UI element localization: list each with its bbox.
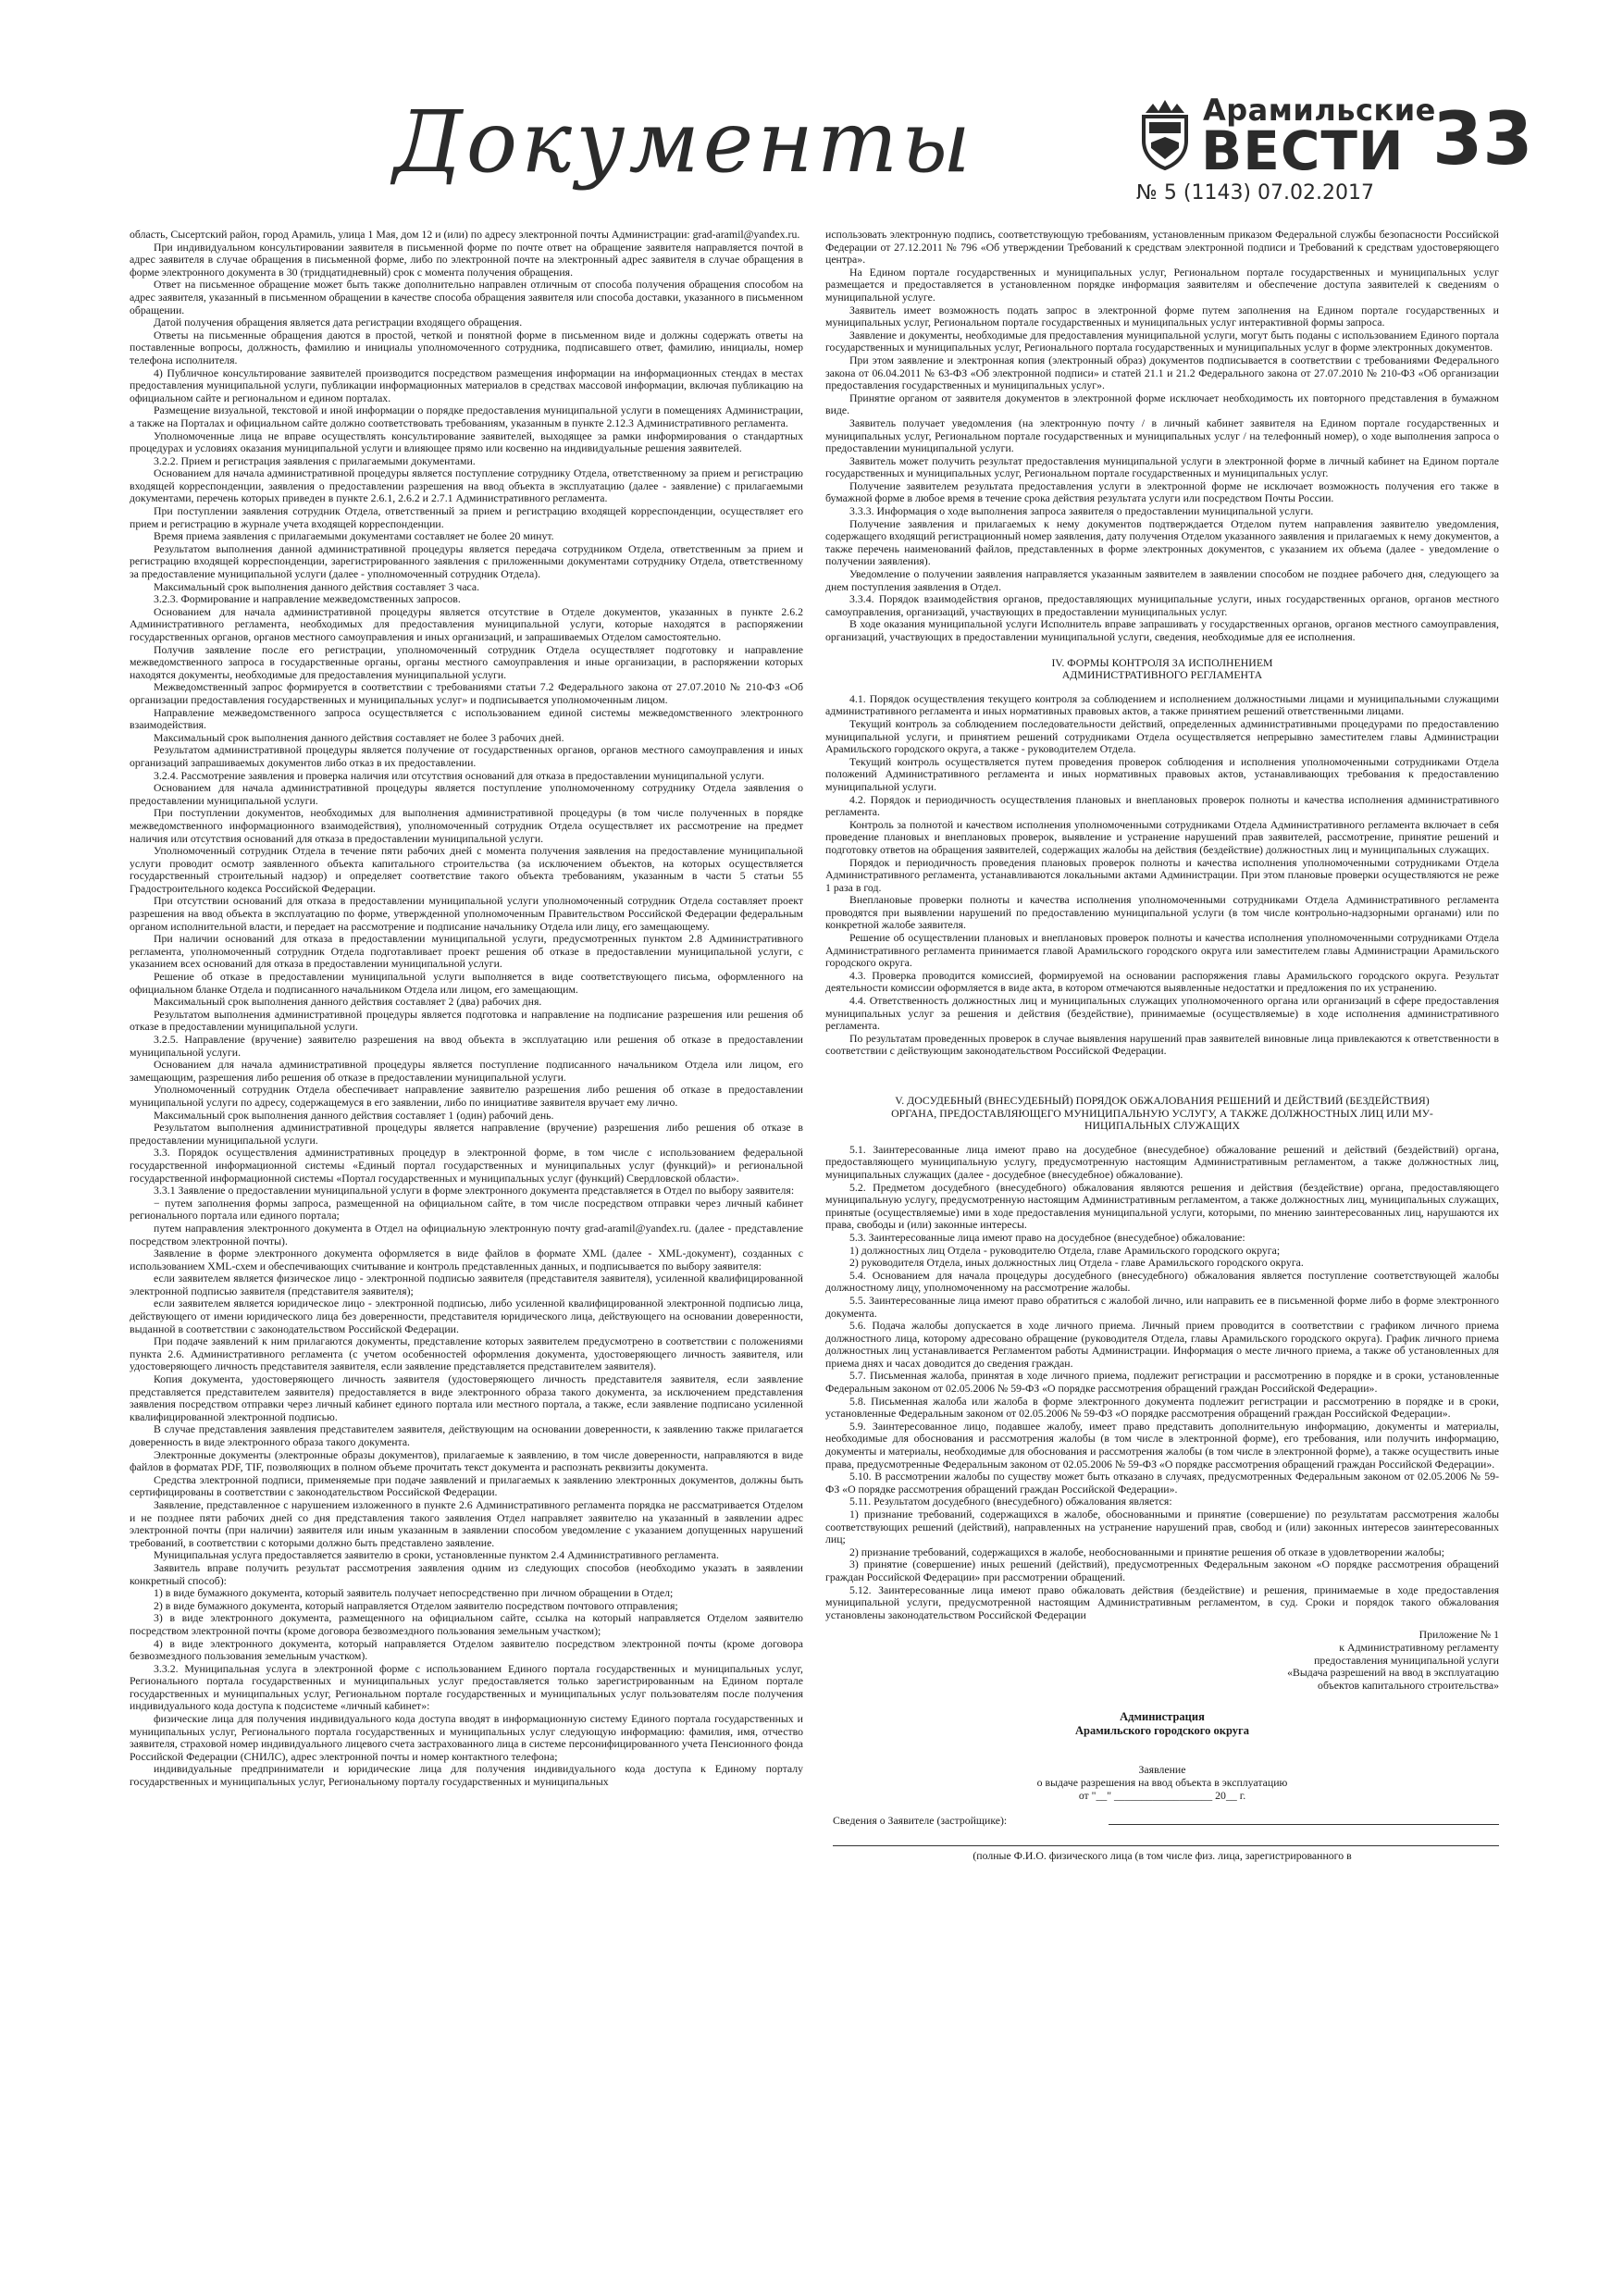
paragraph: 3.2.4. Рассмотрение заявления и проверка наличия или отсутствия оснований для отказа в предоставлении муниципальной услуги.: [154, 768, 764, 782]
paragraph: Муниципальная услуга предоставляется заявителю в сроки, установленные пунктом 2.4 Административного регламента.: [154, 1548, 719, 1562]
paragraph: В ходе оказания муниципальной услуги Исполнитель вправе запрашивать у государственных органов, органов местного самоуправления, организаций, участвующих в предоставлении муниципальной услуги, сведения, необходимые для ее исполнения.: [825, 617, 1499, 643]
paragraph: 2) в виде бумажного документа, который направляется Отделом заявителю посредством почтового отправления;: [154, 1598, 678, 1612]
paragraph: При этом заявление и электронная копия (электронный образ) документов подписывается в соответствии с требованиями Федерального закона от 06.04.2011 № 63-ФЗ «Об электронной подписи» и статей 21.1 и 21.2 Федерального закона от 27.07.2010 № 210-ФЗ «Об организации предоставления государственных и муниципальных услуг».: [825, 353, 1499, 392]
addressee-line: Арамильского городского округа: [1075, 1724, 1249, 1738]
paragraph: область, Сысертский район, город Арамиль, улица 1 Мая, дом 12 и (или) по адресу электронной почты Администрации: grad-aramil@yandex.ru.: [130, 229, 800, 241]
right-column: [825, 229, 1499, 2278]
appendix-line: к Административному регламенту: [1339, 1640, 1499, 1654]
appendix-line: «Выдача разрешений на ввод в эксплуатацию: [1287, 1666, 1499, 1680]
paragraph: 5.1. Заинтересованные лица имеют право на досудебное (внесудебное) обжалование решений и действий (бездействий) органа, предоставляющего муниципальную услугу, предусмотренную настоящим Административным регламентом, а также должностных лиц, муниципальных служащих (далее - досудебное (внесудебное) обжалование).: [825, 1142, 1499, 1181]
section-4-heading: [825, 657, 1499, 682]
section-5-heading: [825, 1095, 1499, 1133]
paragraph: Уполномоченные лица не вправе осуществлять консультирование заявителей, выходящее за рамки информирования о стандартных процедурах и условиях оказания муниципальной услуги и влияющее прямо или косвенно на индивидуальные решения заявителей.: [130, 428, 803, 455]
paragraph: Текущий контроль осуществляется путем проведения проверок соблюдения и исполнения уполномоченными сотрудниками Отдела положений Административного регламента и иных нормативных правовых актов, устанавливающих требования к предоставлению муниципальной услуги.: [825, 754, 1499, 793]
paragraph: 5.12. Заинтересованные лица имеют право обжаловать действия (бездействие) и решения, принимаемые в ходе предоставления муниципальной услуги, предусмотренной настоящим Административным регламентом, в суд. Сроки и порядок такого обжалования установлены законодательством Российской Федерации: [825, 1582, 1499, 1621]
appendix-line: предоставления муниципальной услуги: [1314, 1653, 1499, 1667]
paragraph: 3.2.3. Формирование и направление межведомственных запросов.: [154, 592, 461, 606]
paragraph: 1) признание требований, содержащихся в жалобе, обоснованными и принятие (совершение) по результатам рассмотрения жалобы соответствующих решений (действий), направленных на устранение нарушений прав, свобод и (или) законных интересов заинтересованных лиц;: [825, 1508, 1499, 1546]
heading-line: НИЦИПАЛЬНЫХ СЛУЖАЩИХ: [1084, 1119, 1241, 1133]
paragraph: Датой получения обращения является дата регистрации входящего обращения.: [154, 316, 523, 329]
paragraph: Направление межведомственного запроса осуществляется с использованием единой системы межведомственного электронного взаимодействия.: [130, 705, 803, 732]
paragraph: 5.6. Подача жалобы допускается в ходе личного приема. Личный прием проводится в соответствии с графиком личного приема должностного лица, которому адресовано обращение (руководителя Отдела, главы Арамильского городского округа). График личного приема должностных лиц устанавливается Регламентом работы Администрации. Информация о месте личного приема, а также об установленных для приема днях и часах доводится до сведения граждан.: [825, 1319, 1499, 1370]
paragraph: Максимальный срок выполнения данного действия составляет 3 часа.: [154, 579, 480, 593]
paragraph: Уполномоченный сотрудник Отдела обеспечивает направление заявителю разрешения либо решения об отказе в предоставлении муниципальной услуги по адресу, содержащемуся в его заявлении, либо по инициативе заявителя вручает ему лично.: [130, 1083, 803, 1109]
paragraph: 2) признание требований, содержащихся в жалобе, необоснованными и принятие решения об отказе в удовлетворении жалобы;: [849, 1545, 1445, 1558]
paragraph: Основанием для начала административной процедуры является поступление подписанного начальником Отдела или лицом, его замещающим, разрешения либо решения об отказе в предоставлении муниципальной услуги.: [130, 1058, 803, 1084]
paragraph: Контроль за полнотой и качеством исполнения уполномоченными сотрудниками Отдела Административного регламента включает в себя проведение плановых и внеплановых проверок, выявление и устранение нарушений прав заявителей, рассмотрение, принятие решений и подготовку ответов на обращения заявителей, содержащих жалобы на действия (бездействие) должностных лиц и муниципальных служащих.: [825, 817, 1499, 856]
paragraph: 5.9. Заинтересованное лицо, подавшее жалобу, имеет право представить дополнительную информацию, документы и материалы, необходимые для обоснования и рассмотрения жалобы (в том числе в электронной форме), его требования, или получить информацию, документы и материалы, необходимые для обоснования и рассмотрения жалобы (в том числе в электронной форме), а также осуществить иные права, предусмотренные Федеральным законом от 02.05.2006 № 59-ФЗ «О порядке рассмотрения обращений граждан Российской Федерации».: [825, 1419, 1499, 1471]
page-number: 33: [1432, 98, 1533, 181]
paragraph: Результатом выполнения данной административной процедуры является передача сотрудником Отдела, ответственным за прием и регистрацию входящей корреспонденции, зарегистрированного заявления с приложенными документами сотруднику Отдела, ответственному за предоставление муниципальной услуги (далее - уполномоченный сотрудник Отдела).: [130, 541, 803, 581]
paragraph: Максимальный срок выполнения данного действия составляет 1 (один) рабочий день.: [154, 1108, 554, 1122]
paragraph: Копия документа, удостоверяющего личность заявителя (удостоверяющего личность представителя заявителя, если заявление представляется представителем заявителя) предоставляется в виде электронного образа такого документа, за исключением представления заявления посредством отправки через личный кабинет единого портала или местного портала, а также, если заявление подписано усиленной квалифицированной электронной подписью.: [130, 1372, 803, 1423]
paragraph: 1) должностных лиц Отдела - руководителю Отдела, главе Арамильского городского округа;: [849, 1243, 1281, 1257]
paragraph: 3.3.2. Муниципальная услуга в электронной форме с использованием Единого портала государственных и муниципальных услуг, Регионального портала государственных и муниципальных услуг предоставляется только зарегистрированным на Едином портале государственных и муниципальных услуг, Региональном портале государственных и муниципальных услуг пользователям после получения индивидуального кода доступа к подсистеме «личный кабинет»:: [130, 1661, 803, 1713]
issue-number-date: № 5 (1143) 07.02.2017: [1136, 181, 1374, 205]
paragraph: Принятие органом от заявителя документов в электронной форме исключает необходимость их повторного представления в бумажном виде.: [825, 391, 1499, 417]
paragraph: 3.2.2. Прием и регистрация заявления с прилагаемыми документами.: [154, 453, 476, 467]
paragraph: 5.5. Заинтересованные лица имеют право обратиться с жалобой лично, или направить ее в письменной форме либо в форме электронного документа.: [825, 1293, 1499, 1320]
logo-word-bottom: ВЕСТИ: [1201, 119, 1405, 182]
paragraph: По результатам проведенных проверок в случае выявления нарушений прав заявителей виновные лица привлекаются к ответственности в соответствии с действующим законодательством Российской Федерации.: [825, 1031, 1499, 1058]
paragraph: Максимальный срок выполнения данного действия составляет 2 (два) рабочих дня.: [154, 995, 542, 1009]
paragraph: Ответ на письменное обращение может быть также дополнительно направлен отличным от способа получения обращения способом на адрес заявителя, указанный в письменном обращении в качестве способа обращения заявителя или способа доставки, указанного в письменном обращении.: [130, 278, 803, 316]
applicant-info-label: Сведения о Заявителе (застройщике):: [833, 1814, 1008, 1828]
paragraph: Заявление и документы, необходимые для предоставления муниципальной услуги, могут быть поданы с использованием Единого портала государственных и муниципальных услуг, Регионального портала государственных и муниципальных услуг в форме электронных документов.: [825, 328, 1499, 354]
paragraph: Заявитель вправе получить результат рассмотрения заявления одним из следующих способов (необходимо указать в заявлении конкретный способ):: [130, 1560, 803, 1587]
paragraph: Внеплановые проверки полноты и качества исполнения уполномоченными сотрудниками Отдела Административного регламента проводятся при выявлении нарушений по предоставлению муниципальной услуги (в том числе контрольно-надзорными органами) или по конкретной жалобе заявителя.: [825, 893, 1499, 932]
paragraph: Время приема заявления с прилагаемыми документами составляет не более 20 минут.: [154, 529, 554, 543]
paragraph: Средства электронной подписи, применяемые при подаче заявлений и прилагаемых к заявлению электронных документов, должны быть сертифицированы в соответствии с законодательством Российской Федерации.: [130, 1472, 803, 1499]
paragraph: Порядок и периодичность проведения плановых проверок полноты и качества исполнения уполномоченными сотрудниками Отдела Административного регламента, устанавливаются локальными актами Администрации. При этом плановые проверки осуществляются не реже 1 раза в год.: [825, 855, 1499, 894]
paragraph: Уведомление о получении заявления направляется указанным заявителем в заявлении способом не позднее рабочего дня, следующего за днем поступления заявления в Отдел.: [825, 567, 1499, 593]
paragraph: Максимальный срок выполнения данного действия составляет не более 3 рабочих дней.: [154, 730, 564, 744]
addressee-line: Администрация: [1120, 1710, 1205, 1724]
heading-line: ОРГАНА, ПРЕДОСТАВЛЯЮЩЕГО МУНИЦИПАЛЬНУЮ УСЛУГУ, А ТАКЖЕ ДОЛЖНОСТНЫХ ЛИЦ ИЛИ МУ-: [891, 1106, 1433, 1120]
paragraph: 3.2.5. Направление (вручение) заявителю разрешения на ввод объекта в эксплуатацию или решения об отказе в предоставлении муниципальной услуги.: [130, 1033, 803, 1059]
paragraph: Заявитель имеет возможность подать запрос в электронной форме путем заполнения на Едином портале государственных и муниципальных услуг, Региональном портале государственных и муниципальных услуг интерактивной формы запроса.: [825, 303, 1499, 329]
article-body: [130, 229, 1499, 2278]
paragraph: Получение заявителем результата предоставления услуги в электронной форме не исключает возможность получения его также в бумажной форме в любое время в течение срока действия результата услуги или посредством Почты России.: [825, 478, 1499, 505]
newspaper-logo: [1136, 93, 1436, 194]
paragraph: При наличии оснований для отказа в предоставлении муниципальной услуги, предусмотренных пунктом 2.8 Административного регламента, уполномоченный сотрудник Отдела подготавливает проект решения об отказе в предоставлении муниципальной услуги, с указанием всех оснований для отказа в предоставлении муниципальной услуги.: [130, 932, 803, 971]
heading-line: АДМИНИСТРАТИВНОГО РЕГЛАМЕНТА: [1061, 668, 1263, 682]
paragraph: 4) Публичное консультирование заявителей производится посредством размещения информации на информационных стендах в местах предоставления муниципальной услуги, публикации информационных материалов в средствах массовой информации, включая публикацию на официальном сайте и региональном и едином порталах.: [130, 366, 803, 404]
paragraph: Результатом выполнения административной процедуры является направление (вручение) разрешения либо решения об отказе в предоставлении муниципальной услуги.: [130, 1121, 803, 1147]
paragraph: При поступлении заявления сотрудник Отдела, ответственный за прием и регистрацию входящей корреспонденции, осуществляет его прием и регистрацию в журнале учета входящей корреспонденции.: [130, 504, 803, 530]
paragraph: 4.2. Порядок и периодичность осуществления плановых и внеплановых проверок полноты и качества исполнения административного регламента.: [825, 792, 1499, 819]
paragraph: В случае представления заявления представителем заявителя, действующим на основании доверенности, к заявлению также прилагается доверенность в виде электронного образа такого документа.: [130, 1422, 803, 1448]
paragraph: 5.2. Предметом досудебного (внесудебного) обжалования являются решения и действия (бездействие) органа, предоставляющего муниципальную услугу, предусмотренную настоящим Административным регламентом, а также должностных лиц, муниципальных служащих, принятые (осуществляемые) ими в ходе предоставления муниципальной услуги, которыми, по мнению заинтересованных лиц, нарушаются их права, свободы и (или) законные интересы.: [825, 1180, 1499, 1232]
paragraph: 3.3.3. Информация о ходе выполнения запроса заявителя о предоставлении муниципальной услуги.: [849, 504, 1314, 518]
paragraph: 4) в виде электронного документа, который направляется Отделом заявителю посредством электронной почты (кроме договора безвозмездного пользования земельным участком).: [130, 1636, 803, 1663]
paragraph: 4.1. Порядок осуществления текущего контроля за соблюдением и исполнением должностными лицами и муниципальными служащими административного регламента и иных нормативных правовых актов, а также принятием решений ответственными лицами.: [825, 691, 1499, 718]
paragraph: 4.3. Проверка проводится комиссией, формируемой на основании распоряжения главы Арамильского городского округа. Результат деятельности комиссии оформляется в виде акта, в котором отмечаются выявленные недостатки и предложения по их устранению.: [825, 968, 1499, 995]
paragraph: Заявление, представленное с нарушением изложенного в пункте 2.6 Административного регламента порядка не рассматривается Отделом и не позднее пяти рабочих дней со дня представления такого заявления Отдел направляет заявителю на указанный в заявлении адрес электронной почты (при наличии) заявителя или иным указанным в заявлении способом уведомление с указанием допущенных нарушений требований, в соответствии с которыми должно быть представлено заявление.: [130, 1497, 803, 1549]
heading-line: V. ДОСУДЕБНЫЙ (ВНЕСУДЕБНЫЙ) ПОРЯДОК ОБЖАЛОВАНИЯ РЕШЕНИЙ И ДЕЙСТВИЙ (БЕЗДЕЙСТВИЯ): [895, 1094, 1430, 1107]
paragraph: если заявителем является физическое лицо - электронной подписью заявителя (представителя заявителя), усиленной квалифицированной электронной подписью заявителя (представителя заявителя);: [130, 1272, 803, 1297]
coat-of-arms-icon: [1136, 96, 1194, 170]
paragraph: 1) в виде бумажного документа, который заявитель получает непосредственно при личном обращении в Отдел;: [154, 1586, 674, 1600]
paragraph: Межведомственный запрос формируется в соответствии с требованиями статьи 7.2 Федерального закона от 27.07.2010 № 210-ФЗ «Об организации предоставления государственных и муниципальных услуг» и подписывается уполномоченным лицом.: [130, 680, 803, 706]
paragraph: путем направления электронного документа в Отдел на официальную электронную почту grad-aramil@yandex.ru. (далее - представление посредством электронной почты).: [130, 1221, 803, 1247]
paragraph: Получив заявление после его регистрации, уполномоченный сотрудник Отдела осуществляет подготовку и направление межведомственного запроса в государственные органы, органы местного самоуправления и иные организации, в распоряжении которых находятся документы, необходимые для предоставления муниципальной услуги.: [130, 642, 803, 681]
paragraph: Основанием для начала административной процедуры является поступление сотруднику Отдела, ответственному за прием и регистрацию входящей корреспонденции, заявления о предоставлении разрешения на ввод объекта в эксплуатацию (далее - заявление) с прилагаемыми документами, перечень которых приведен в пункте 2.6.1, 2.6.2 и 2.7.1 Административного регламента.: [130, 466, 803, 505]
appendix-reference: [825, 1629, 1499, 1692]
paragraph: если заявителем является юридическое лицо - электронной подписью, либо усиленной квалифицированной электронной подписью лица, действующего от имени юридического лица без доверенности, представителя юридического лица, действующего на основании доверенности, выданной в соответствии с законодательством Российской Федерации.: [130, 1297, 803, 1335]
paragraph: Размещение визуальной, текстовой и иной информации о порядке предоставления муниципальной услуги в помещениях Администрации, а также на Порталах и официальном сайте должно соответствовать требованиям, указанным в пункте 2.12.3 Административного регламента.: [130, 403, 803, 429]
applicant-info-caption: (полные Ф.И.О. физического лица (в том числе физ. лица, зарегистрированного в: [973, 1848, 1352, 1862]
paragraph: Ответы на письменные обращения даются в простой, четкой и понятной форме в письменном виде и должны содержать ответы на поставленные вопросы, должность, фамилию и инициалы уполномоченного сотрудника, подписавшего ответ, фамилию, инициалы, номер телефона исполнителя.: [130, 328, 803, 366]
paragraph: Результатом административной процедуры является получение от государственных органов, органов местного самоуправления и иных организаций запрашиваемых документов либо отказ в их предоставлении.: [130, 743, 803, 769]
section-title: Документы: [393, 93, 974, 192]
paragraph: При поступлении документов, необходимых для выполнения административной процедуры (в том числе полученных в порядке межведомственного информационного взаимодействия), уполномоченный сотрудник Отдела осуществляет их рассмотрение на предмет наличия или отсутствия оснований для отказа в предоставлении муниципальной услуги.: [130, 806, 803, 845]
paragraph: 4.4. Ответственность должностных лиц и муниципальных служащих уполномоченного органа или организаций в сфере предоставления муниципальных услуг за решения и действия (бездействие), принимаемые (осуществляемые) в ходе исполнения административного регламента.: [825, 994, 1499, 1033]
paragraph: физические лица для получения индивидуального кода доступа вводят в информационную систему Единого портала государственных и муниципальных услуг, Регионального портала государственных и муниципальных услуг следующую информацию: фамилия, имя, отчество заявителя, страховой номер индивидуального лицевого счета застрахованного лица в системе персонифицированного учета Пенсионного фонда Российской Федерации (СНИЛС), адрес электронной почты и номер контактного телефона;: [130, 1712, 803, 1763]
paragraph: 5.3. Заинтересованные лица имеют право на досудебное (внесудебное) обжалование:: [849, 1230, 1245, 1244]
paragraph: 5.7. Письменная жалоба, принятая в ходе личного приема, подлежит регистрации и рассмотрению в порядке и в сроки, установленные Федеральным законом от 02.05.2006 № 59-ФЗ «О порядке рассмотрения обращений граждан Российской Федерации».: [825, 1369, 1499, 1396]
paragraph: 3) в виде электронного документа, размещенного на официальном сайте, ссылка на который направляется Отделом заявителю посредством электронной почты (кроме договора безвозмездного пользования земельным участком);: [130, 1611, 803, 1637]
logo-word-top: Арамильские: [1203, 93, 1436, 128]
paragraph: использовать электронную подпись, соответствующую требованиям, установленным приказом Федеральной службы безопасности Российской Федерации от 27.12.2011 № 796 «Об утверждении Требований к средствам электронной подписи и Требований к средствам удостоверяющего центра».: [825, 229, 1499, 267]
applicant-info-blank-2: [833, 1844, 1499, 1846]
paragraph: 5.11. Результатом досудебного (внесудебного) обжалования является:: [849, 1495, 1172, 1508]
paragraph: При подаче заявлений к ним прилагаются документы, представление которых заявителем предусмотрено в соответствии с положениями пункта 2.6. Административного регламента (с учетом особенностей оформления документа, удостоверяющего личность заявителя, или удостоверяющего личность представителя заявителя, если заявление представляется представителем заявителя).: [130, 1334, 803, 1373]
paragraph: 5.8. Письменная жалоба или жалоба в форме электронного документа подлежит регистрации и рассмотрению в порядке и в сроки, установленные Федеральным законом от 02.05.2006 № 59-ФЗ «О порядке рассмотрения обращений граждан Российской Федерации».: [825, 1394, 1499, 1421]
paragraph: Уполномоченный сотрудник Отдела в течение пяти рабочих дней с момента получения заявления на предоставление муниципальной услуги проводит осмотр заявленного объекта капитального строительства (за исключением объектов, на которых осуществляется государственный строительный надзор) и определяет соответствие такого объекта требованиям, указанным в части 5 статьи 55 Градостроительного кодекса Российской Федерации.: [130, 844, 803, 895]
paragraph: Результатом выполнения административной процедуры является подготовка и направление на подписание разрешения или решения об отказе в предоставлении муниципальной услуги.: [130, 1007, 803, 1034]
paragraph: 3.3.1 Заявление о предоставлении муниципальной услуги в форме электронного документа представляется в Отдел по выбору заявителя:: [154, 1184, 795, 1198]
form-title-line: о выдаче разрешения на ввод объекта в эксплуатацию: [1036, 1775, 1288, 1789]
paragraph: Текущий контроль за соблюдением последовательности действий, определенных административными процедурами по предоставлению муниципальной услуги, и принятием решений сотрудниками Отдела осуществляется непрерывно заместителем главы Администрации Арамильского городского округа, а также - руководителем Отдела.: [825, 716, 1499, 756]
masthead: [0, 0, 1623, 222]
paragraph: 3.3. Порядок осуществления административных процедур в электронной форме, в том числе с использованием федеральной государственной информационной системы «Единый портал государственных и муниципальных услуг (функций)» и региональной государственной информационной системы «Портал государственных и муниципальных услуг (функций) Свердловской области».: [130, 1146, 803, 1185]
applicant-info-row: [825, 1815, 1499, 1828]
heading-line: IV. ФОРМЫ КОНТРОЛЯ ЗА ИСПОЛНЕНИЕМ: [1051, 655, 1273, 669]
paragraph: Заявитель получает уведомления (на электронную почту / в личный кабинет заявителя на Едином портале государственных и муниципальных услуг, Региональном портале государственных и муниципальных услуг / на телефонный номер), о ходе выполнения запроса о предоставлении муниципальной услуги.: [825, 416, 1499, 455]
paragraph: Решение об отказе в предоставлении муниципальной услуги выполняется в виде соответствующего письма, оформленного на официальном бланке Отдела и подписанного начальником Отдела или лицом, его замещающим.: [130, 970, 803, 996]
left-column: [130, 229, 803, 2278]
paragraph: Решение об осуществлении плановых и внеплановых проверок полноты и качества исполнения уполномоченными сотрудниками Отдела Административного регламента принимается главой Арамильского городского округа или заместителем главы Администрации Арамильского городского округа.: [825, 931, 1499, 970]
paragraph: 5.10. В рассмотрении жалобы по существу может быть отказано в случаях, предусмотренных Федеральным законом от 02.05.2006 № 59-ФЗ «О порядке рассмотрения обращений граждан Российской Федерации».: [825, 1470, 1499, 1496]
form-title-line: Заявление: [1138, 1763, 1186, 1777]
paragraph: 2) руководителя Отдела, иных должностных лиц Отдела - главе Арамильского городского округа.: [849, 1256, 1304, 1270]
paragraph: При отсутствии оснований для отказа в предоставлении муниципальной услуги уполномоченный сотрудник Отдела составляет проект разрешения на ввод объекта в эксплуатацию по форме, утвержденной уполномоченным Правительством Российской Федерации федеральным органом исполнительной власти, и передает на рассмотрение и подписание начальнику Отдела или лицу, его замещающему.: [130, 894, 803, 933]
paragraph: Электронные документы (электронные образы документов), прилагаемые к заявлению, в том числе доверенности, направляются в виде файлов в форматах PDF, TIF, позволяющих в полном объеме прочитать текст документа и распознать реквизиты документа.: [130, 1447, 803, 1474]
paragraph: Заявление в форме электронного документа оформляется в виде файлов в формате XML (далее - XML-документ), созданных с использованием XML-схем и обеспечивающих считывание и контроль представленных данных, и подписывается по выбору заявителя:: [130, 1247, 803, 1272]
form-addressee: [825, 1710, 1499, 1738]
form-title-line: от "__" __________________ 20__ г.: [1078, 1788, 1246, 1802]
form-title: [825, 1764, 1499, 1802]
paragraph: 5.4. Основанием для начала процедуры досудебного (внесудебного) обжалования является поступление соответствующей жалобы должностному лицу, уполномоченному на рассмотрение жалобы.: [825, 1268, 1499, 1295]
paragraph: Получение заявления и прилагаемых к нему документов подтверждается Отделом путем направления заявителю уведомления, содержащего входящий регистрационный номер заявления, дату получения Отделом указанного заявления и прилагаемых к нему документов, а также перечень наименований файлов, представленных в форме электронных документов, с указанием их объема (далее - уведомление о получении заявления).: [825, 516, 1499, 568]
paragraph: Заявитель может получить результат предоставления муниципальной услуги в электронной форме в личный кабинет на Едином портале государственных и муниципальных услуг, Региональном портале государственных и муниципальных услуг.: [825, 453, 1499, 480]
paragraph: − путем заполнения формы запроса, размещенной на официальном сайте, в том числе посредством отправки через личный кабинет регионального портала или единого портала;: [130, 1196, 803, 1222]
applicant-info-blank: [1109, 1815, 1499, 1825]
paragraph: индивидуальные предприниматели и юридические лица для получения индивидуального кода доступа к Единому порталу государственных и муниципальных услуг, Региональному порталу государственных и муниципальных: [130, 1762, 803, 1789]
paragraph: Основанием для начала административной процедуры является отсутствие в Отделе документов, указанных в пункте 2.6.2 Административного регламента, необходимых для предоставления муниципальной услуги, которые находятся в распоряжении государственных органов, органов местного самоуправления и иных организаций, и запрашиваемых Отделом самостоятельно.: [130, 604, 803, 643]
paragraph: При индивидуальном консультировании заявителя в письменной форме по почте ответ на обращение заявителя направляется почтой в адрес заявителя в случае обращения в письменной форме, либо по электронной почте на электронный адрес заявителя в случае обращения в форме электронного документа в 30 (тридцатидневный) срок с момента получения обращения.: [130, 240, 803, 279]
paragraph: 3) принятие (совершение) иных решений (действий), предусмотренных Федеральным законом «О порядке рассмотрения обращений граждан Российской Федерации» при рассмотрении обращений.: [825, 1558, 1499, 1583]
appendix-line: объектов капитального строительства»: [1318, 1678, 1499, 1692]
paragraph: 3.3.4. Порядок взаимодействия органов, предоставляющих муниципальные услуги, иных государственных органов, органов местного самоуправления, организаций, участвующих в предоставлении муниципальных услуг.: [825, 592, 1499, 618]
appendix-line: Приложение № 1: [1419, 1628, 1499, 1642]
paragraph: На Едином портале государственных и муниципальных услуг, Региональном портале государственных и муниципальных услуг размещается и предоставляется в установленном порядке информация заявителям и обеспечение доступа заявителей к сведениям о муниципальной услуге.: [825, 265, 1499, 304]
paragraph: Основанием для начала административной процедуры является поступление уполномоченному сотруднику Отдела заявления о предоставлении муниципальной услуги.: [130, 781, 803, 807]
